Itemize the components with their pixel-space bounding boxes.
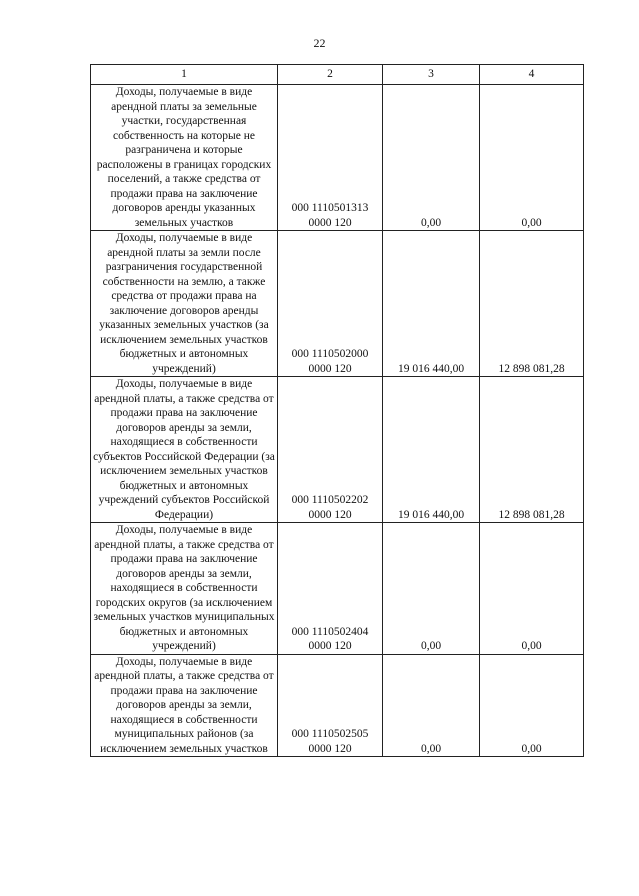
table-header-row — [91, 65, 584, 85]
row-description: Доходы, получаемые в виде арендной платы за земли после разграничения государственной собственности на землю, а также средства от продажи права на заключение договоров аренды указанных земельных участков (за исключением земельных участков бюджетных и автономных учреждений) — [91, 231, 278, 377]
table-row — [91, 377, 584, 523]
row-description: Доходы, получаемые в виде арендной платы, а также средства от продажи права на заключение договоров аренды за земли, находящиеся в собственности субъектов Российской Федерации (за исключением земельных участков бюджетных и автономных учреждений субъектов Российской Федерации) — [91, 377, 278, 523]
row-value-col4: 0,00 — [480, 654, 584, 757]
column-header-2: 2 — [278, 65, 383, 85]
row-description: Доходы, получаемые в виде арендной платы, а также средства от продажи права на заключение договоров аренды за земли, находящиеся в собственности муниципальных районов (за исключением земельных участков — [91, 654, 278, 757]
table-row — [91, 85, 584, 231]
row-code: 000 1110502000 0000 120 — [278, 231, 383, 377]
row-value-col3: 0,00 — [383, 654, 480, 757]
column-header-1: 1 — [91, 65, 278, 85]
row-code: 000 1110502404 0000 120 — [278, 523, 383, 655]
table-row — [91, 231, 584, 377]
row-value-col4: 12 898 081,28 — [480, 231, 584, 377]
row-code: 000 1110502202 0000 120 — [278, 377, 383, 523]
row-value-col3: 19 016 440,00 — [383, 231, 480, 377]
row-description: Доходы, получаемые в виде арендной платы за земельные участки, государственная собственность на которые не разграничена и которые расположены в границах городских поселений, а также средства от продажи права на заключение договоров аренды указанных земельных участков — [91, 85, 278, 231]
column-header-3: 3 — [383, 65, 480, 85]
row-description: Доходы, получаемые в виде арендной платы, а также средства от продажи права на заключение договоров аренды за земли, находящиеся в собственности городских округов (за исключением земельных участков муниципальных бюджетных и автономных учреждений) — [91, 523, 278, 655]
revenue-table — [90, 64, 584, 757]
row-code: 000 1110501313 0000 120 — [278, 85, 383, 231]
page-number: 22 — [313, 36, 326, 50]
row-value-col4: 12 898 081,28 — [480, 377, 584, 523]
row-value-col4: 0,00 — [480, 523, 584, 655]
row-value-col3: 0,00 — [383, 85, 480, 231]
row-value-col4: 0,00 — [480, 85, 584, 231]
row-value-col3: 0,00 — [383, 523, 480, 655]
row-value-col3: 19 016 440,00 — [383, 377, 480, 523]
row-code: 000 1110502505 0000 120 — [278, 654, 383, 757]
table-row — [91, 523, 584, 655]
column-header-4: 4 — [480, 65, 584, 85]
table-row — [91, 654, 584, 757]
